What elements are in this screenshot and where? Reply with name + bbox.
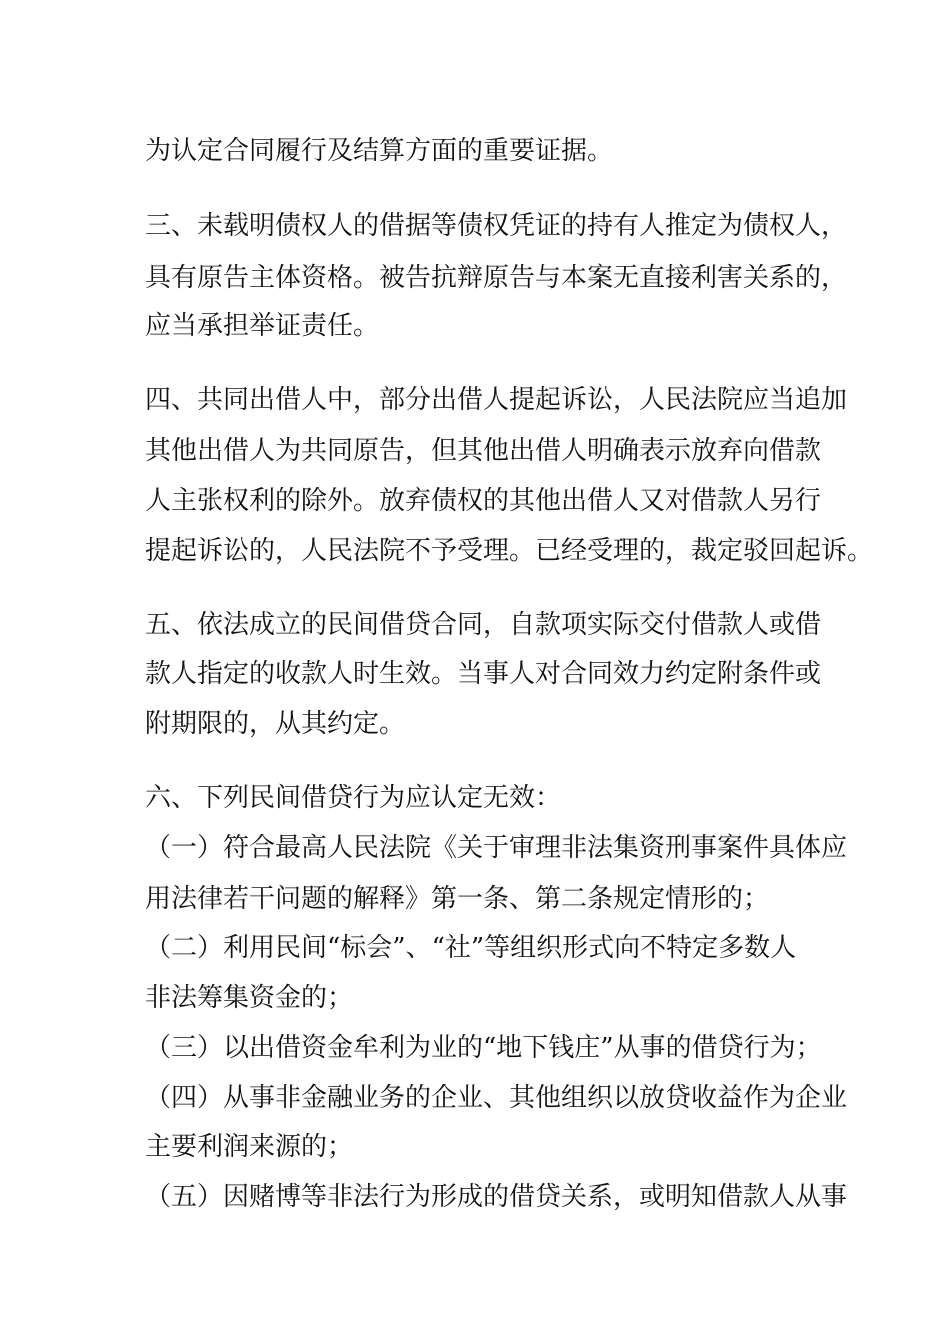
text-line: 为认定合同履行及结算方面的重要证据。 <box>145 136 614 166</box>
text-line: 三、未载明债权人的借据等债权凭证的持有人推定为债权人， <box>145 211 848 241</box>
text-line: 人主张权利的除外。放弃债权的其他出借人又对借款人另行 <box>145 486 822 516</box>
text-line: （一）符合最高人民法院《关于审理非法集资刑事案件具体应 <box>145 833 848 863</box>
text-line: 六、下列民间借贷行为应认定无效： <box>145 783 562 813</box>
text-line: 提起诉讼的，人民法院不予受理。已经受理的，裁定驳回起诉。 <box>145 536 874 566</box>
text-line: 附期限的，从其约定。 <box>145 709 406 739</box>
text-line: 其他出借人为共同原告，但其他出借人明确表示放弃向借款 <box>145 436 822 466</box>
text-line: （三）以出借资金牟利为业的“地下钱庄”从事的借贷行为； <box>145 1033 822 1063</box>
text-line: 非法筹集资金的； <box>145 983 354 1013</box>
text-line: 具有原告主体资格。被告抗辩原告与本案无直接利害关系的， <box>145 263 848 293</box>
text-line: 用法律若干问题的解释》第一条、第二条规定情形的； <box>145 884 770 914</box>
text-line: （四）从事非金融业务的企业、其他组织以放贷收益作为企业 <box>145 1083 848 1113</box>
text-line: 主要利润来源的； <box>145 1132 354 1162</box>
text-line: 款人指定的收款人时生效。当事人对合同效力约定附条件或 <box>145 659 822 689</box>
text-line: 四、共同出借人中，部分出借人提起诉讼，人民法院应当追加 <box>145 385 848 415</box>
text-line: （五）因赌博等非法行为形成的借贷关系，或明知借款人从事 <box>145 1182 848 1212</box>
text-line: 应当承担举证责任。 <box>145 311 380 341</box>
text-line: （二）利用民间“标会”、“社”等组织形式向不特定多数人 <box>145 933 797 963</box>
text-line: 五、依法成立的民间借贷合同，自款项实际交付借款人或借 <box>145 610 822 640</box>
